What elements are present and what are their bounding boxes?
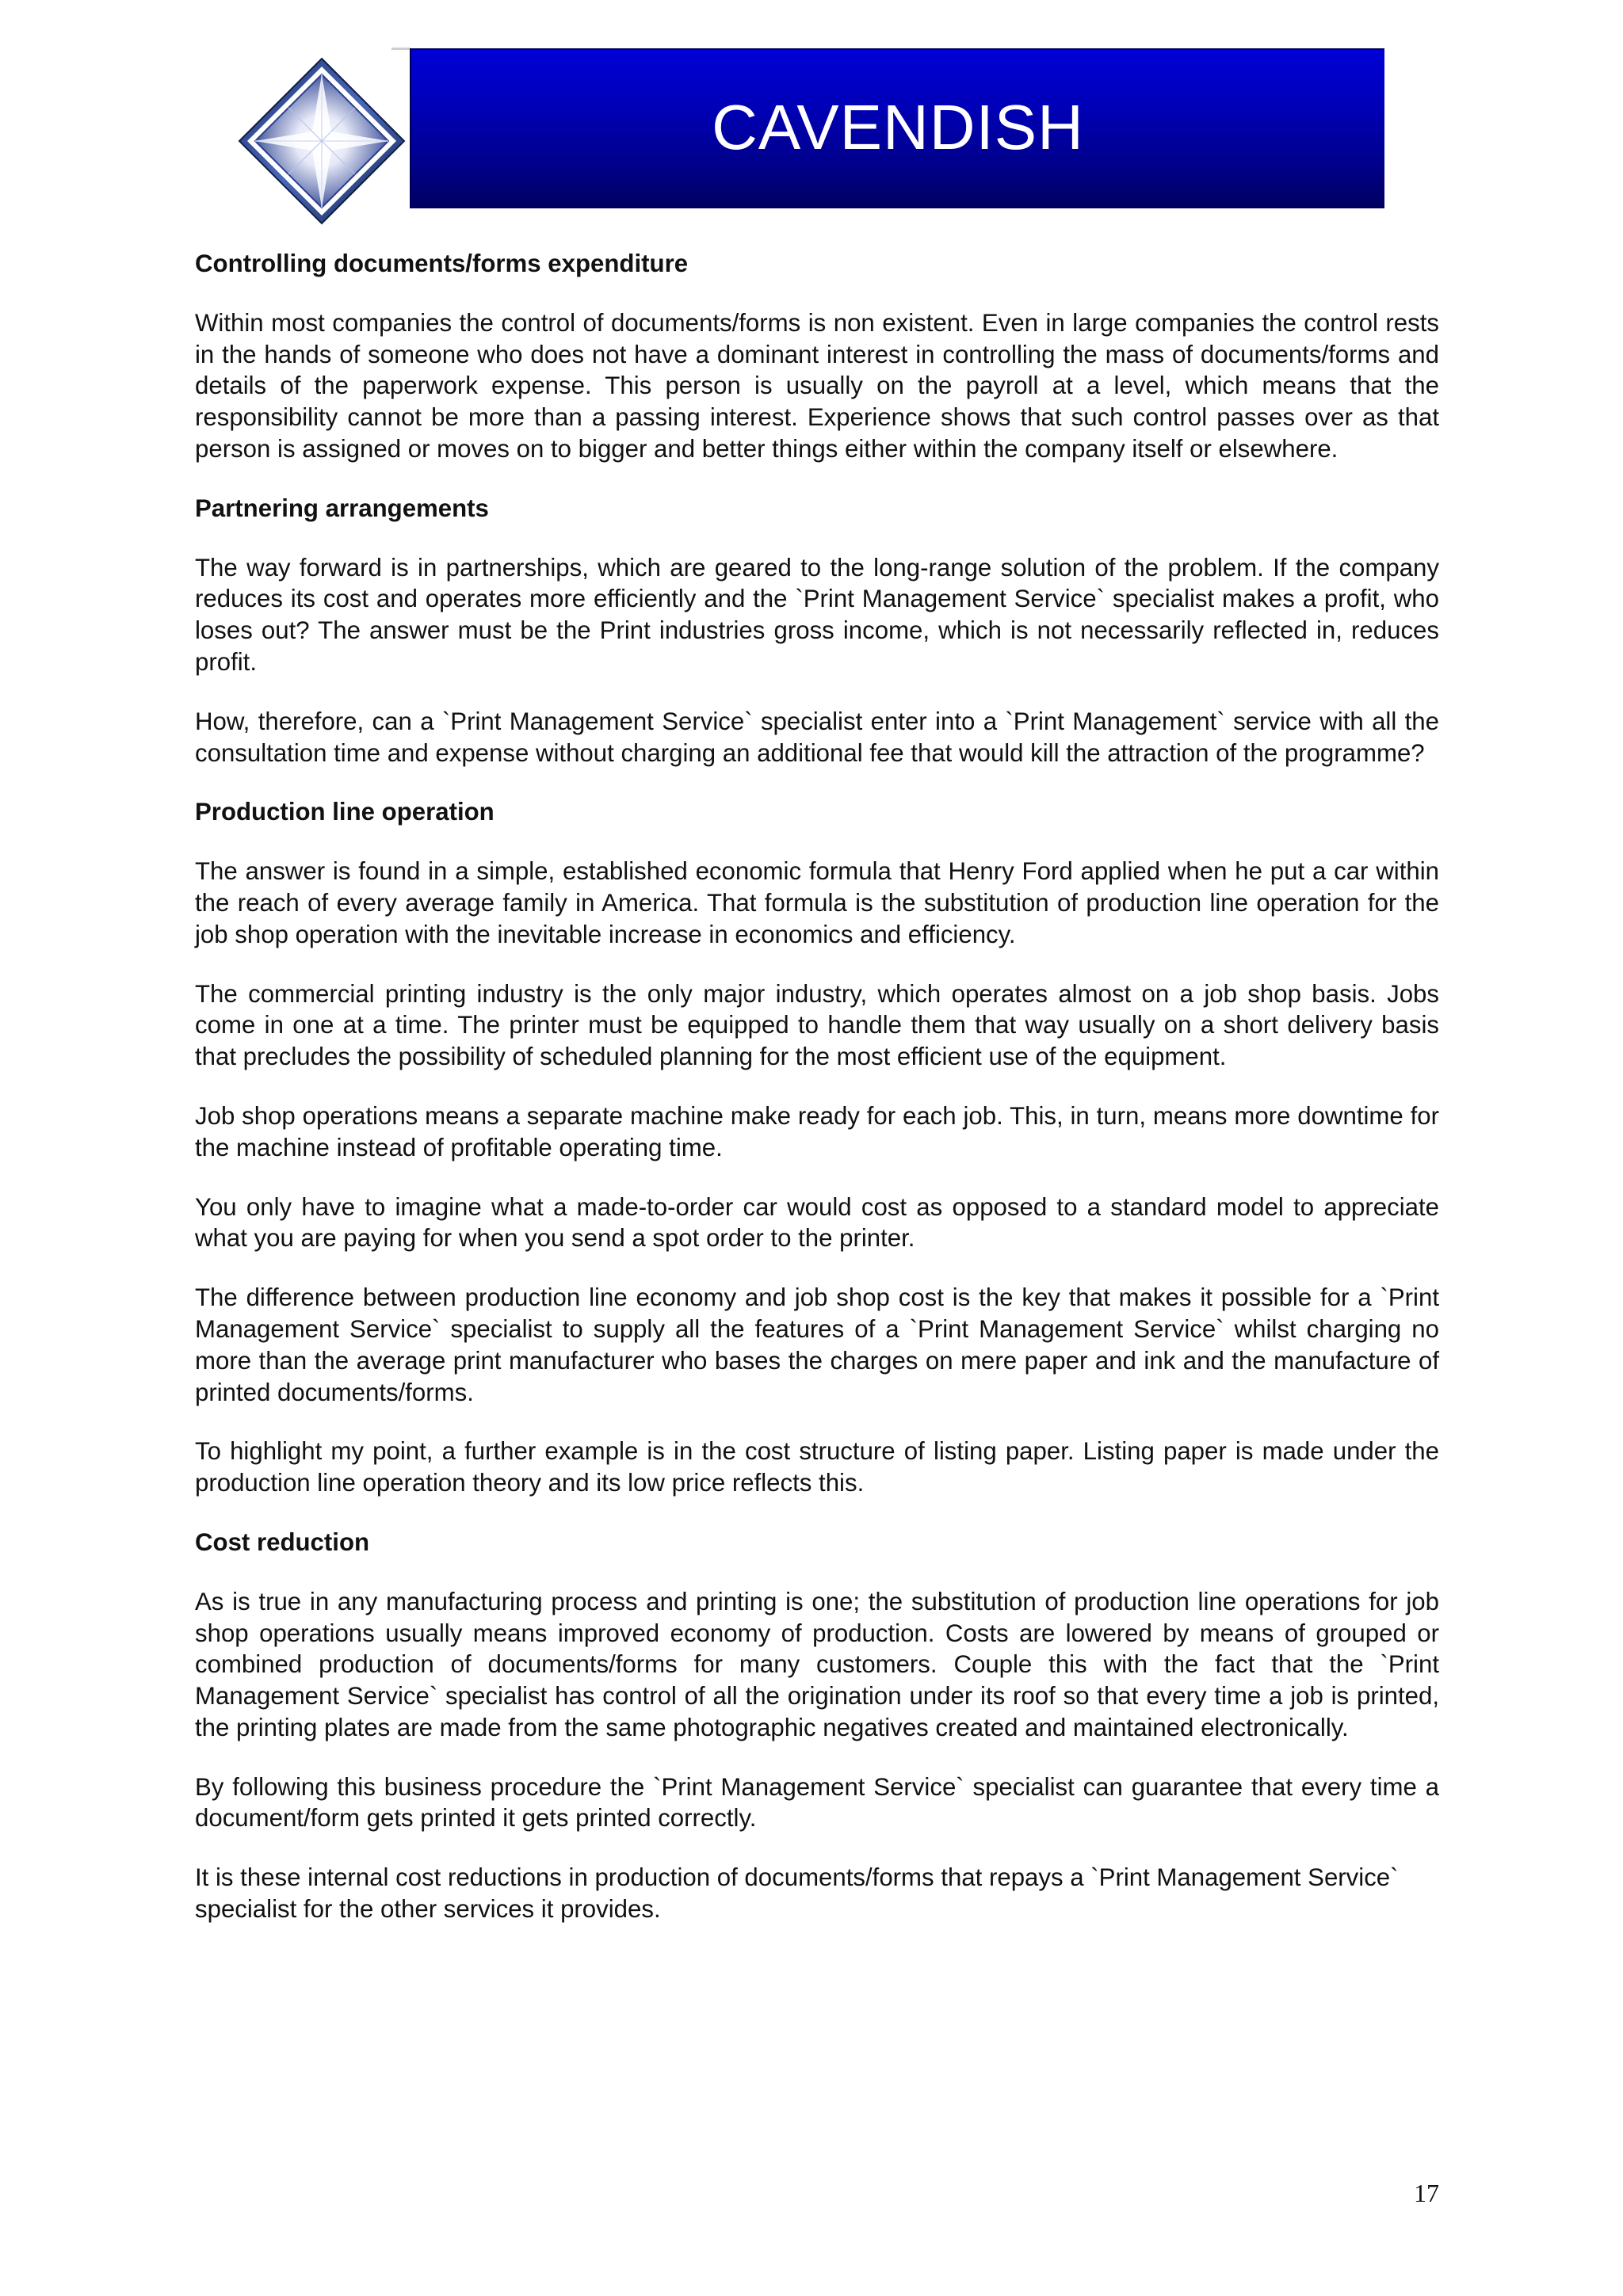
- paragraph: By following this business procedure the `Print Management Service` specialist can guarantee that every time a document/form gets printed it gets printed correctly.: [195, 1772, 1439, 1833]
- section-heading: Partnering arrangements: [195, 494, 489, 522]
- paragraph: How, therefore, can a `Print Management Service` specialist enter into a `Print Management` service with all the consultation time and expense without charging an additional fee that would kill the attraction of the programme?: [195, 707, 1439, 767]
- paragraph: It is these internal cost reductions in production of documents/forms that repays a `Print Management Service` specialist for the other services it provides.: [195, 1863, 1399, 1924]
- paragraph: The way forward is in partnerships, which are geared to the long-range solution of the problem. If the company reduces its cost and operates more efficiently and the `Print Management Service` specialist makes a profit, who loses out? The answer must be the Print industries gross income, which is not necessarily reflected in, reduces profit.: [195, 553, 1439, 676]
- section-heading: Controlling documents/forms expenditure: [195, 250, 689, 277]
- paragraph: You only have to imagine what a made-to-order car would cost as opposed to a standard model to appreciate what you are paying for when you send a spot order to the printer.: [195, 1192, 1439, 1253]
- paragraph: The answer is found in a simple, established economic formula that Henry Ford applied when he put a car within the reach of every average family in America. That formula is the substitution of production line operation for the job shop operation with the inevitable increase in economics and efficiency.: [195, 857, 1439, 948]
- paragraph: Job shop operations means a separate machine make ready for each job. This, in turn, means more downtime for the machine instead of profitable operating time.: [195, 1101, 1439, 1161]
- brand-title: CAVENDISH: [712, 92, 1084, 162]
- paragraph: As is true in any manufacturing process and printing is one; the substitution of production line operations for job shop operations usually means improved economy of production. Costs are lowered by means of grouped or combined production of documents/forms for many customers. Couple this with the fact that the `Print Management Service` specialist has control of all the origination under its roof so that every time a job is printed, the printing plates are made from the same photographic negatives created and maintained electronically.: [195, 1587, 1439, 1741]
- paragraph: Within most companies the control of documents/forms is non existent. Even in large companies the control rests in the hands of someone who does not have a dominant interest in controlling the mass of documents/forms and details of the paperwork expense. This person is usually on the payroll at a level, which means that the responsibility cannot be more than a passing interest. Experience shows that such control passes over as that person is assigned or moves on to bigger and better things either within the company itself or elsewhere.: [195, 308, 1439, 463]
- page-number: 17: [1414, 2179, 1439, 2207]
- section-heading: Cost reduction: [195, 1527, 370, 1556]
- paragraph: The commercial printing industry is the only major industry, which operates almost on a job shop basis. Jobs come in one at a time. The printer must be equipped to handle them that way usually on a short delivery basis that precludes the possibility of scheduled planning for the most efficient use of the equipment.: [195, 979, 1439, 1071]
- paragraph: To highlight my point, a further example is in the cost structure of listing paper. Listing paper is made under the production line operation theory and its low price reflects this.: [195, 1437, 1439, 1497]
- banner-edge-line: [391, 48, 411, 50]
- header-banner: [410, 48, 1384, 208]
- section-heading: Production line operation: [195, 798, 495, 826]
- cavendish-diamond-logo-icon: [238, 57, 406, 225]
- document-body: [195, 248, 1439, 1953]
- paragraph: The difference between production line economy and job shop cost is the key that makes it possible for a `Print Management Service` specialist to supply all the features of a `Print Management Service` whilst charging no more than the average print manufacturer who bases the charges on mere paper and ink and the manufacture of printed documents/forms.: [195, 1283, 1439, 1406]
